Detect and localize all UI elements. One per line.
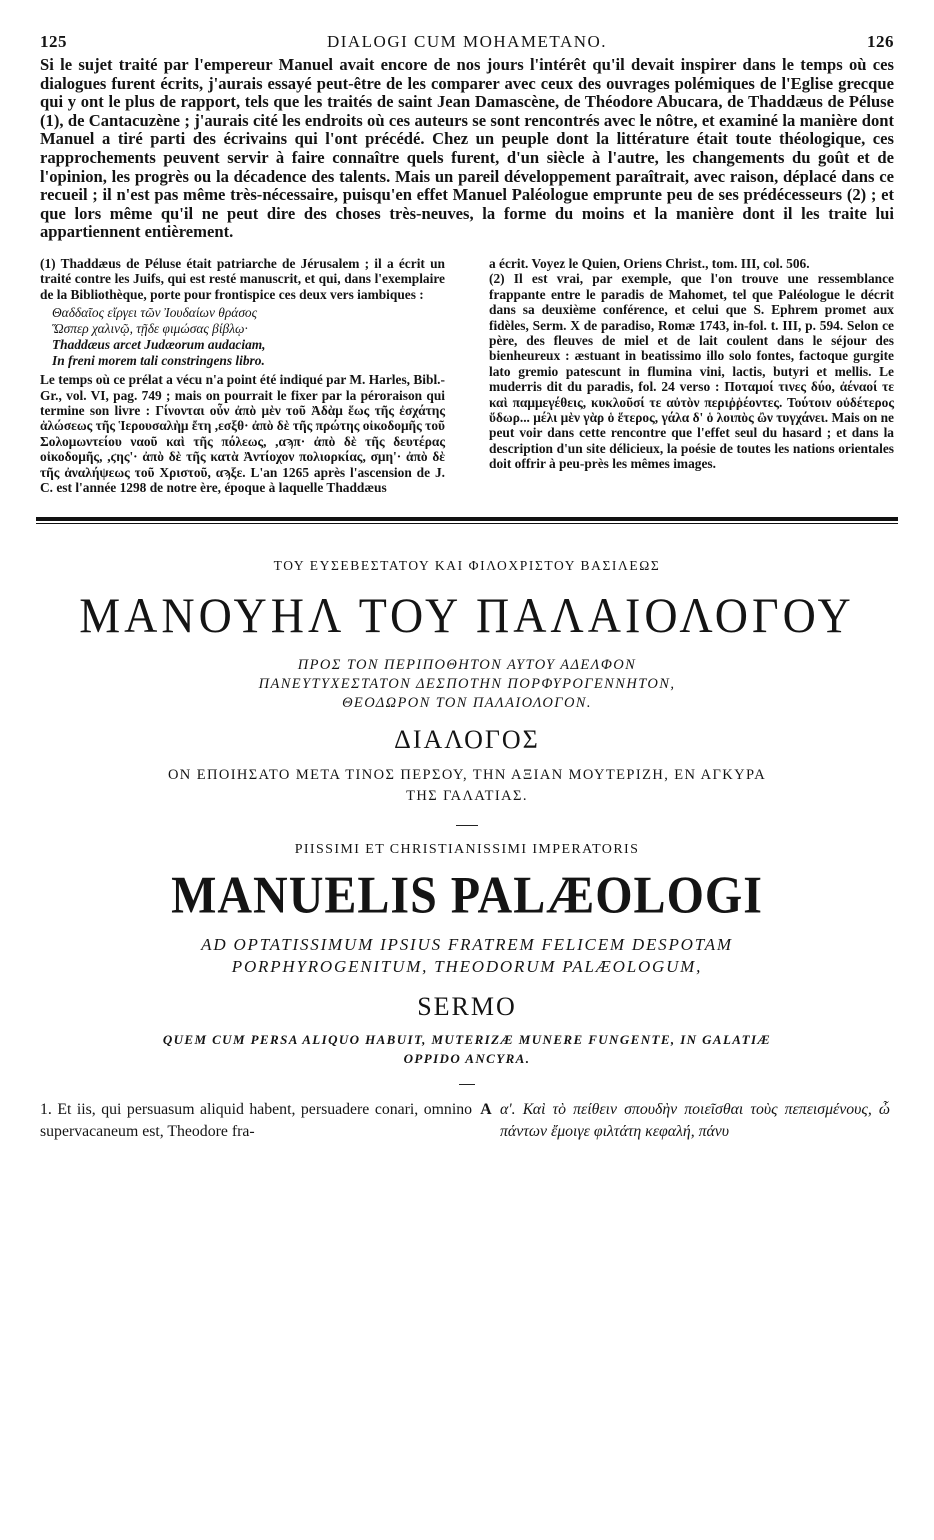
greek-title-block (40, 558, 894, 807)
footnotes-left-column (40, 256, 445, 495)
greek-genre-heading: ΔΙΑΛΟΓΟΣ (394, 725, 540, 755)
double-rule-divider (36, 517, 898, 524)
greek-author-name: ΜΑΝΟΥΗΛ ΤΟΥ ΠΑΛΑΙΟΛΟΓΟΥ (79, 588, 855, 644)
section-marker: A (480, 1101, 492, 1119)
latin-addressee (40, 934, 894, 978)
latin-addressee-line: AD OPTATISSIMUM IPSIUS FRATREM FELICEM DESPOTAM (201, 935, 733, 955)
short-dash-divider (459, 1084, 475, 1085)
footnote-1-end: a écrit. Voyez le Quien, Oriens Christ., tom. III, col. 506. (489, 255, 810, 271)
greek-verse-line: Θαδδαῖος εἴργει τῶν Ἰουδαίων θράσος (52, 305, 258, 321)
short-dash-divider (456, 825, 478, 826)
greek-verse-line: Ὥσπερ χαλινῷ, τῇδε φιμώσας βίβλῳ· (52, 321, 248, 337)
page-number-left: 125 (40, 32, 67, 51)
greek-addressee-line: ΠΡΟΣ ΤΟΝ ΠΕΡΙΠΟΘΗΤΟΝ ΑΥΤΟΥ ΑΔΕΛΦΟΝ (297, 657, 637, 674)
latin-dedication: PIISSIMI ET CHRISTIANISSIMI IMPERATORIS (294, 842, 640, 858)
footnote-2: (2) Il est vrai, par exemple, que l'on trouve une ressemblance frappante entre le paradis de Mahomet, tel que Paléologue le décrit dans sa deuxième conférence, et celui que S. Ephrem promet aux fidèles, Serm. X de paradiso, Romæ 1743, in-fol. t. III, p. 594. Selon ce père, des fleuves de miel et de lait coulent dans le séjour des bienheureux : æstuant in beatissimo illo solo fontes, factoque gurgite lato gremio patescunt in flumina vini, lactis, butyri et mellis. Le muderris dit du paradis, fol. 24 verso : Ποταμοί τινες δύο, ἀέναοί τε καὶ παμμεγέθεις, κυκλοῦσί τε αὐτὸν περιῤῥέοντες. Τούτοιν οὐδέτερος ὕδωρ... μέλι μὲν γὰρ ὁ ἕτερος, γάλα δ' ὁ λοιπὸς ὢν τυγχάνει. Mais on ne peut voir dans cette rencontre que l'effet seul du hasard ; et dans la description d'un site délicieux, la poésie de toutes les nations orientales doit offrir à peu-près les mêmes images. (489, 271, 894, 472)
greek-occasion-line: ΤΗΣ ΓΑΛΑΤΙΑΣ. (406, 788, 528, 805)
latin-occasion-line: OPPIDO ANCYRA. (403, 1051, 531, 1067)
greek-addressee (40, 656, 894, 713)
latin-author-name: MANUELIS PALÆOLOGI (171, 866, 763, 926)
latin-genre-heading: SERMO (417, 992, 517, 1022)
page-number-right: 126 (866, 32, 894, 51)
parallel-text (40, 1099, 894, 1143)
greek-text-column: α'. Καὶ τὸ πείθειν σπουδὴν ποιεῖσθαι τοὺς πεπεισμένους, ὦ πάντων ἔμοιγε φιλτάτη κεφαλή, πάνυ (500, 1101, 890, 1141)
running-title: DIALOGI CUM MOHAMETANO. (326, 32, 608, 51)
greek-addressee-line: ΠΑΝΕΥΤΥΧΕΣΤΑΤΟΝ ΔΕΣΠΟΤΗΝ ΠΟΡΦΥΡΟΓΕΝΝΗΤΟΝ, (258, 676, 676, 693)
footnotes-right-column (489, 256, 894, 495)
latin-verse-line: Thaddæus arcet Judæorum audaciam, (52, 337, 266, 353)
latin-occasion (40, 1030, 894, 1068)
greek-dedication: ΤΟΥ ΕΥΣΕΒΕΣΤΑΤΟΥ ΚΑΙ ΦΙΛΟΧΡΙΣΤΟΥ ΒΑΣΙΛΕΩΣ (273, 558, 661, 574)
footnote-1-continuation: Le temps où ce prélat a vécu n'a point été indiqué par M. Harles, Bibl.-Gr., vol. VI, pag. 749 ; mais on pourrait le fixer par la péroraison qui termine son livre : Γίνονται οὖν ἀπὸ μὲν τοῦ Ἀδὰμ ἕως τῆς ἐσχάτης ἁλώσεως τῆς Ἱερουσαλὴμ ἔτη ,εσξθ· ἀπὸ δὲ τῆς πρώτης οἰκοδομῆς τοῦ Σολομωντείου ναοῦ καὶ τῆς πόλεως, ,αϡπ· ἀπὸ δὲ τῆς δευτέρας οἰκοδομῆς, ,ϛης'· ἀπὸ δὲ τῆς κατὰ Ἀντίοχον πολιορκίας, σμη'· ἀπὸ δὲ τῆς ἀναλήψεως τοῦ Χριστοῦ, αϡξε. L'an 1265 après l'ascension de J. C. est l'année 1298 de notre ère, époque à laquelle Thaddæus (40, 372, 445, 495)
intro-paragraph: Si le sujet traité par l'empereur Manuel avait encore de nos jours l'intérêt qu'il devait inspirer dans le temps où ces dialogues furent écrits, j'aurais essayé peut-être de les comparer avec ceux des ouvrages polémiques de l'Eglise grecque qui y ont le plus de rapport, tels que les traités de saint Jean Damascène, de Théodore Abucara, de Thaddæus de Péluse (1), de Cantacuzène ; j'aurais cité les endroits où ces auteurs se sont rencontrés avec le nôtre, et examiné la manière dont Manuel a tiré parti des écrivains qui l'ont précédé. Chez un peuple dont la littérature était toute théologique, ces rapprochements peuvent servir à faire connaître quels furent, d'un siècle à l'autre, les changements du goût et de l'opinion, les progrès ou la décadence des talents. Mais un pareil développement paraîtrait, avec raison, déplacé dans ce recueil ; il n'est pas même très-nécessaire, puisqu'en effet Manuel Paléologue emprunte peu de ses prédécesseurs (2) ; et que lors même qu'il ne peut dire des choses très-neuves, la forme du moins et la manière dont il les traite lui appartiennent entièrement. (40, 55, 894, 242)
footnotes (40, 256, 894, 495)
latin-text-column: 1. Et iis, qui persuasum aliquid habent, persuadere conari, omnino supervacaneum est, Theodore fra- (40, 1101, 472, 1141)
greek-occasion (40, 765, 894, 807)
running-head (40, 32, 894, 56)
greek-occasion-line: ΟΝ ΕΠΟΙΗΣΑΤΟ ΜΕΤΑ ΤΙΝΟΣ ΠΕΡΣΟΥ, ΤΗΝ ΑΞΙΑΝ ΜΟΥΤΕΡΙΖΗ, ΕΝ ΑΓΚΥΡΑ (167, 767, 767, 784)
latin-title-block (40, 842, 894, 1068)
latin-addressee-line: PORPHYROGENITUM, THEODORUM PALÆOLOGUM, (231, 957, 703, 977)
verse-block (52, 305, 445, 369)
latin-verse-line: In freni morem tali constringens libro. (52, 353, 265, 369)
latin-occasion-line: QUEM CUM PERSA ALIQUO HABUIT, MUTERIZÆ MUNERE FUNGENTE, IN GALATIÆ (162, 1032, 772, 1048)
greek-addressee-line: ΘΕΟΔΩΡΟΝ ΤΟΝ ΠΑΛΑΙΟΛΟΓΟΝ. (342, 695, 592, 712)
footnote-1-start: (1) Thaddæus de Péluse était patriarche de Jérusalem ; il a écrit un traité contre les Juifs, qui est resté manuscrit, et qui, dans l'exemplaire de la Bibliothèque, porte pour frontispice ces deux vers iambiques : (40, 255, 445, 302)
intro-paragraph-block (40, 56, 894, 242)
